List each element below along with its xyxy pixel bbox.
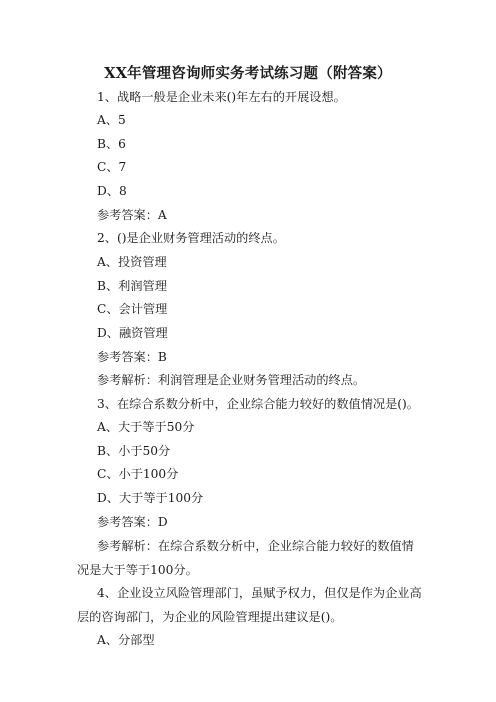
document-title: XX年管理咨询师实务考试练习题（附答案） xyxy=(104,65,392,82)
question-1-option-a: A、5 xyxy=(97,113,126,127)
question-3-option-b: B、小于50分 xyxy=(97,444,171,458)
question-1-option-b: B、6 xyxy=(97,137,126,151)
question-1-option-d: D、8 xyxy=(97,184,127,198)
question-2-option-d: D、融资管理 xyxy=(97,326,168,340)
question-3-option-c: C、小于100分 xyxy=(97,467,179,481)
question-1-option-c: C、7 xyxy=(97,160,127,174)
question-2-answer: 参考答案：B xyxy=(97,350,167,364)
question-1-answer: 参考答案：A xyxy=(97,208,167,222)
question-2-stem: 2、()是企业财务管理活动的终点。 xyxy=(97,231,285,245)
question-4-stem: 4、企业设立风险管理部门，虽赋予权力，但仅是作为企业高层的咨询部门，为企业的风险管理提出建议是()。 xyxy=(77,586,422,624)
question-2-option-c: C、会计管理 xyxy=(97,302,168,316)
question-3-option-a: A、大于等于50分 xyxy=(97,420,195,434)
question-3-answer: 参考答案：D xyxy=(97,515,168,529)
question-3-option-d: D、大于等于100分 xyxy=(97,491,204,505)
question-1-stem: 1、战略一般是企业未来()年左右的开展设想。 xyxy=(97,90,346,104)
question-2-analysis: 参考解析：利润管理是企业财务管理活动的终点。 xyxy=(97,373,366,387)
question-3-stem: 3、在综合系数分析中，企业综合能力较好的数值情况是()。 xyxy=(97,397,419,411)
question-2-option-a: A、投资管理 xyxy=(97,255,167,269)
question-3-analysis: 参考解析：在综合系数分析中，企业综合能力较好的数值情况是大于等于100分。 xyxy=(77,539,414,577)
question-4-option-a: A、分部型 xyxy=(97,633,155,647)
question-2-option-b: B、利润管理 xyxy=(97,279,167,293)
